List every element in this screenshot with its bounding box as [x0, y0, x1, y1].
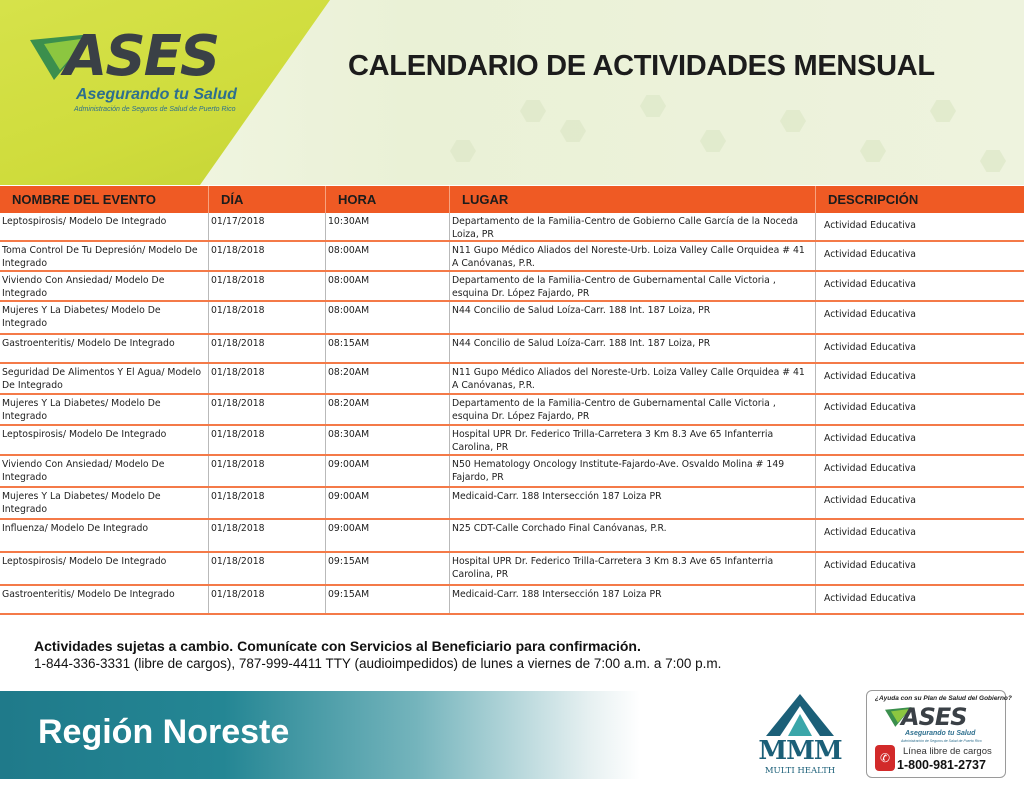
hexagon-decoration: [860, 140, 886, 162]
table-row: [0, 272, 1024, 302]
cell-description: Actividad Educativa: [824, 402, 916, 413]
schedule-notice: [34, 638, 721, 671]
cell-time: 08:20AM: [326, 395, 450, 424]
cell-place: N11 Gupo Médico Aliados del Noreste-Urb. Loiza Valley Calle Orquidea # 41 A Canóvanas, P.R.: [450, 242, 816, 270]
cell-place: Medicaid-Carr. 188 Intersección 187 Loiza PR: [450, 488, 816, 518]
cell-description: Actividad Educativa: [824, 463, 916, 474]
region-label: Región Noreste: [38, 713, 290, 751]
cell-event: Gastroenteritis/ Modelo De Integrado: [0, 335, 209, 362]
logo-subtitle: Administración de Seguros de Salud de Puerto Rico: [74, 106, 236, 113]
cell-place: Departamento de la Familia-Centro de Gubernamental Calle Victoria , esquina Dr. López Fajardo, PR: [450, 272, 816, 300]
table-row: [0, 520, 1024, 553]
hexagon-decoration: [700, 130, 726, 152]
hexagon-decoration: [640, 95, 666, 117]
cell-event: Mujeres Y La Diabetes/ Modelo De Integrado: [0, 395, 209, 424]
hexagon-decoration: [520, 100, 546, 122]
card-logo-word: ASES: [901, 703, 967, 731]
cell-place: Hospital UPR Dr. Federico Trilla-Carretera 3 Km 8.3 Ave 65 Infanterria Carolina, PR: [450, 553, 816, 584]
hotline-card: [866, 690, 1012, 778]
table-row: [0, 488, 1024, 520]
cell-day: 01/18/2018: [209, 456, 326, 486]
column-header-place: LUGAR: [450, 186, 816, 213]
hotline-label: Línea libre de cargos: [903, 746, 992, 757]
cell-description: Actividad Educativa: [824, 220, 916, 231]
cell-place: Medicaid-Carr. 188 Intersección 187 Loiza PR: [450, 586, 816, 613]
cell-place: Hospital UPR Dr. Federico Trilla-Carretera 3 Km 8.3 Ave 65 Infanterria Carolina, PR: [450, 426, 816, 454]
page-title: CALENDARIO DE ACTIVIDADES MENSUAL: [348, 50, 935, 82]
cell-time: 08:20AM: [326, 364, 450, 393]
notice-headline: Actividades sujetas a cambio. Comunícate con Servicios al Beneficiario para confirmación.: [34, 638, 641, 654]
hexagon-decoration: [780, 110, 806, 132]
cell-event: Leptospirosis/ Modelo De Integrado: [0, 426, 209, 454]
table-row: [0, 553, 1024, 586]
cell-event: Mujeres Y La Diabetes/ Modelo De Integrado: [0, 302, 209, 333]
column-header-time: HORA: [326, 186, 450, 213]
table-row: [0, 586, 1024, 615]
mmm-word: MMM: [758, 736, 842, 766]
cell-place: N25 CDT-Calle Corchado Final Canóvanas, P.R.: [450, 520, 816, 551]
cell-place: N44 Concilio de Salud Loíza-Carr. 188 Int. 187 Loiza, PR: [450, 335, 816, 362]
cell-place: Departamento de la Familia-Centro de Gobierno Calle García de la Noceda Loiza, PR: [450, 213, 816, 240]
cell-place: Departamento de la Familia-Centro de Gubernamental Calle Victoria , esquina Dr. López Fajardo, PR: [450, 395, 816, 424]
cell-day: 01/18/2018: [209, 272, 326, 300]
phone-icon: ✆: [875, 745, 895, 771]
cell-time: 08:00AM: [326, 242, 450, 270]
cell-time: 09:00AM: [326, 488, 450, 518]
table-row: [0, 213, 1024, 242]
cell-day: 01/18/2018: [209, 335, 326, 362]
column-header-event: NOMBRE DEL EVENTO: [0, 186, 209, 213]
cell-description: Actividad Educativa: [824, 560, 916, 571]
cell-place: N50 Hematology Oncology Institute-Fajardo-Ave. Osvaldo Molina # 149 Fajardo, PR: [450, 456, 816, 486]
cell-event: Toma Control De Tu Depresión/ Modelo De Integrado: [0, 242, 209, 270]
cell-description: Actividad Educativa: [824, 371, 916, 382]
hexagon-decoration: [450, 140, 476, 162]
cell-day: 01/18/2018: [209, 302, 326, 333]
mmm-multi-health-logo: [752, 690, 848, 780]
cell-time: 09:15AM: [326, 586, 450, 613]
cell-time: 08:30AM: [326, 426, 450, 454]
cell-description: Actividad Educativa: [824, 279, 916, 290]
cell-description: Actividad Educativa: [824, 593, 916, 604]
mountain-icon: [752, 690, 848, 740]
hexagon-decoration: [560, 120, 586, 142]
logo-word: ASES: [64, 24, 219, 89]
cell-description: Actividad Educativa: [824, 309, 916, 320]
cell-place: N11 Gupo Médico Aliados del Noreste-Urb. Loiza Valley Calle Orquidea # 41 A Canóvanas, P.R.: [450, 364, 816, 393]
cell-time: 10:30AM: [326, 213, 450, 240]
table-row: [0, 242, 1024, 272]
cell-description: Actividad Educativa: [824, 249, 916, 260]
logo-tagline: Asegurando tu Salud: [76, 86, 237, 103]
cell-day: 01/18/2018: [209, 586, 326, 613]
cell-event: Gastroenteritis/ Modelo De Integrado: [0, 586, 209, 613]
card-subtitle: Administración de Seguros de Salud de Puerto Rico: [901, 739, 982, 743]
cell-place: N44 Concilio de Salud Loíza-Carr. 188 Int. 187 Loiza, PR: [450, 302, 816, 333]
hexagon-decoration: [930, 100, 956, 122]
table-header: [0, 186, 1024, 213]
cell-day: 01/18/2018: [209, 553, 326, 584]
cell-time: 08:15AM: [326, 335, 450, 362]
cell-time: 08:00AM: [326, 272, 450, 300]
notice-contact: 1-844-336-3331 (libre de cargos), 787-999-4411 TTY (audioimpedidos) de lunes a viernes de 7:00 a.m. a 7:00 p.m.: [34, 656, 722, 671]
cell-day: 01/18/2018: [209, 242, 326, 270]
table-row: [0, 426, 1024, 456]
cell-day: 01/18/2018: [209, 426, 326, 454]
hotline-number: 1-800-981-2737: [897, 758, 986, 772]
table-row: [0, 302, 1024, 335]
cell-day: 01/18/2018: [209, 488, 326, 518]
hexagon-decoration: [980, 150, 1006, 172]
column-header-description: DESCRIPCIÓN: [828, 192, 919, 207]
cell-time: 09:15AM: [326, 553, 450, 584]
mmm-subtitle: MULTI HEALTH: [764, 766, 836, 776]
cell-description: Actividad Educativa: [824, 342, 916, 353]
card-question: ¿Ayuda con su Plan de Salud del Gobierno?: [875, 695, 1012, 702]
table-row: [0, 456, 1024, 488]
cell-day: 01/18/2018: [209, 364, 326, 393]
cell-event: Leptospirosis/ Modelo De Integrado: [0, 553, 209, 584]
cell-day: 01/18/2018: [209, 395, 326, 424]
cell-time: 09:00AM: [326, 520, 450, 551]
column-header-day: DÍA: [209, 186, 326, 213]
cell-event: Viviendo Con Ansiedad/ Modelo De Integrado: [0, 272, 209, 300]
cell-description: Actividad Educativa: [824, 433, 916, 444]
cell-event: Leptospirosis/ Modelo De Integrado: [0, 213, 209, 240]
table-row: [0, 335, 1024, 364]
table-row: [0, 395, 1024, 426]
cell-day: 01/18/2018: [209, 520, 326, 551]
cell-time: 09:00AM: [326, 456, 450, 486]
cell-event: Viviendo Con Ansiedad/ Modelo De Integrado: [0, 456, 209, 486]
cell-time: 08:00AM: [326, 302, 450, 333]
card-tagline: Asegurando tu Salud: [905, 730, 976, 737]
cell-description: Actividad Educativa: [824, 495, 916, 506]
cell-event: Mujeres Y La Diabetes/ Modelo De Integrado: [0, 488, 209, 518]
activities-table: [0, 186, 1024, 615]
cell-event: Seguridad De Alimentos Y El Agua/ Modelo De Integrado: [0, 364, 209, 393]
cell-event: Influenza/ Modelo De Integrado: [0, 520, 209, 551]
cell-description: Actividad Educativa: [824, 527, 916, 538]
table-row: [0, 364, 1024, 395]
ases-logo: [30, 24, 250, 118]
cell-day: 01/17/2018: [209, 213, 326, 240]
